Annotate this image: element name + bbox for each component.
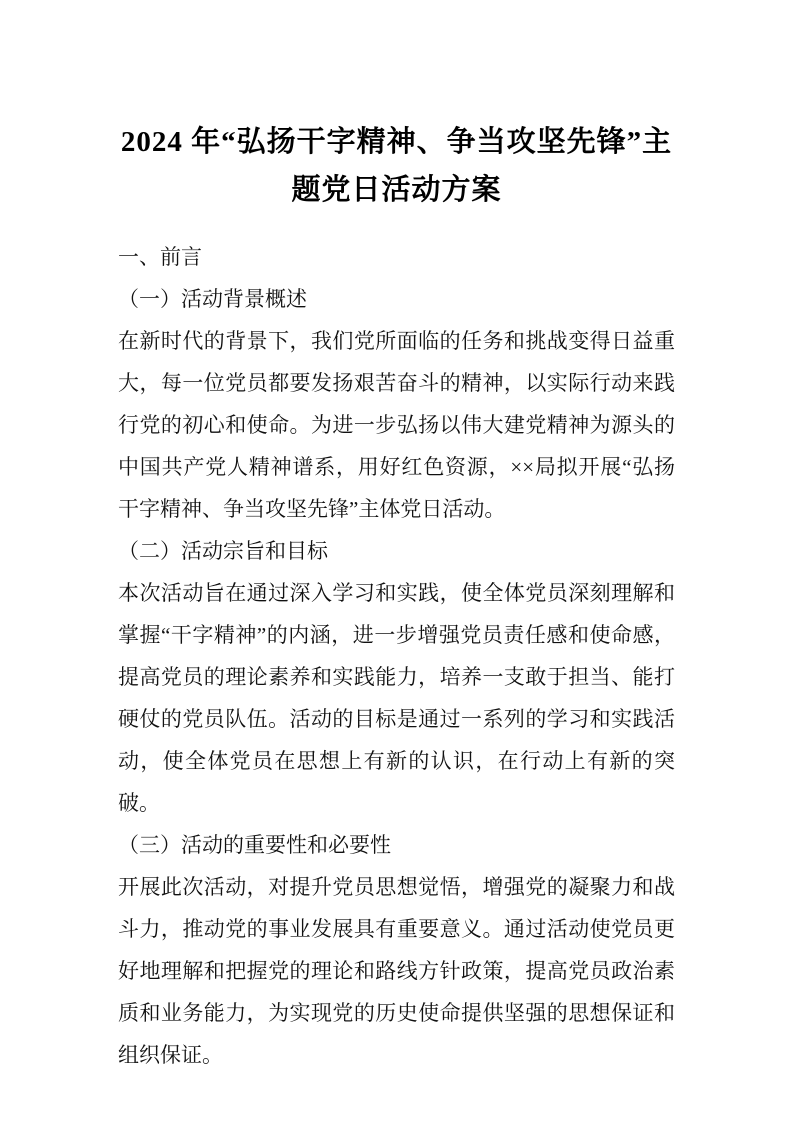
document-title — [118, 118, 675, 214]
paragraph: 在新时代的背景下，我们党所面临的任务和挑战变得日益重大，每一位党员都要发扬艰苦奋斗的精神，以实际行动来践行党的初心和使命。为进一步弘扬以伟大建党精神为源头的中国共产党人精神谱系，用好红色资源，××局拟开展“弘扬干字精神、争当攻坚先锋”主体党日活动。 — [118, 329, 675, 521]
paragraph: 本次活动旨在通过深入学习和实践，使全体党员深刻理解和掌握“干字精神”的内涵，进一步增强党员责任感和使命感，提高党员的理论素养和实践能力，培养一支敢于担当、能打硬仗的党员队伍。活动的目标是通过一系列的学习和实践活动，使全体党员在思想上有新的认识，在行动上有新的突破。 — [118, 581, 675, 815]
section-heading: 一、前言 — [118, 245, 202, 269]
document-title-line-1: 2024 年“弘扬干字精神、争当攻坚先锋”主 — [120, 126, 673, 158]
paragraph: 开展此次活动，对提升党员思想觉悟，增强党的凝聚力和战斗力，推动党的事业发展具有重要意义。通过活动使党员更好地理解和把握党的理论和路线方针政策，提高党员政治素质和业务能力，为实现党的历史使命提供坚强的思想保证和组织保证。 — [118, 875, 675, 1067]
section-heading: （二）活动宗旨和目标 — [118, 539, 328, 563]
document-body — [118, 236, 675, 1076]
section-heading: （一）活动背景概述 — [118, 287, 307, 311]
document-title-line-2: 题党日活动方案 — [291, 174, 502, 206]
section-heading: （三）活动的重要性和必要性 — [118, 833, 391, 857]
